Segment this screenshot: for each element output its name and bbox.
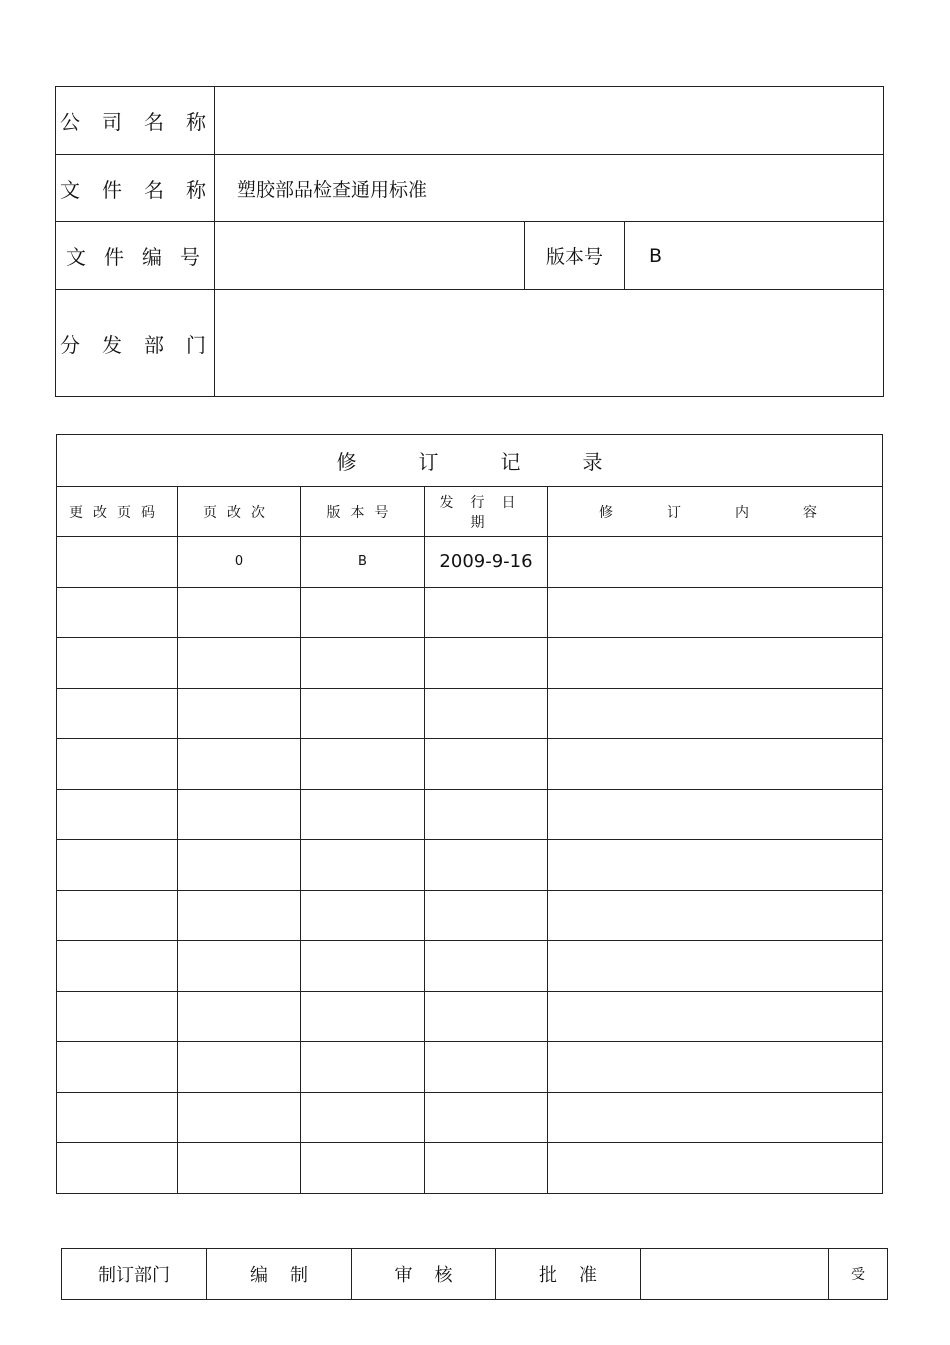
cell-version <box>301 991 425 1042</box>
cell-version <box>301 789 425 840</box>
cell-revision-content <box>548 1042 883 1093</box>
table-row <box>57 840 883 891</box>
cell-page-revision <box>178 587 301 638</box>
cell-issue-date <box>425 587 548 638</box>
cell-revision-content <box>548 789 883 840</box>
doc-no-row <box>56 222 884 290</box>
cell-revision-content <box>548 638 883 689</box>
cell-revision-content <box>548 840 883 891</box>
cell-changed-page <box>57 991 178 1042</box>
cell-changed-page <box>57 537 178 588</box>
header-page-revision: 页改次 <box>178 487 301 537</box>
cell-page-revision <box>178 941 301 992</box>
table-row <box>57 890 883 941</box>
cell-issue-date <box>425 789 548 840</box>
cell-version <box>301 638 425 689</box>
sign-receive-label: 受 <box>829 1249 888 1300</box>
doc-name-row <box>56 155 884 222</box>
revision-title: 修订记录 <box>57 435 883 487</box>
cell-version <box>301 587 425 638</box>
cell-version: B <box>301 537 425 588</box>
cell-issue-date <box>425 941 548 992</box>
doc-no-label: 文件编号 <box>56 222 215 290</box>
cell-issue-date: 2009-9-16 <box>425 537 548 588</box>
cell-changed-page <box>57 789 178 840</box>
cell-page-revision: 0 <box>178 537 301 588</box>
cell-page-revision <box>178 688 301 739</box>
cell-issue-date <box>425 991 548 1042</box>
table-row <box>57 537 883 588</box>
cell-revision-content <box>548 537 883 588</box>
table-row <box>57 1042 883 1093</box>
cell-page-revision <box>178 840 301 891</box>
cell-version <box>301 688 425 739</box>
cell-page-revision <box>178 1092 301 1143</box>
doc-name-label: 文件名称 <box>56 155 215 222</box>
cell-version <box>301 890 425 941</box>
sign-dept-label: 制订部门 <box>62 1249 207 1300</box>
cell-revision-content <box>548 688 883 739</box>
cell-version <box>301 1042 425 1093</box>
cell-changed-page <box>57 688 178 739</box>
cell-page-revision <box>178 991 301 1042</box>
document-info-table <box>55 86 884 397</box>
company-value <box>215 87 884 155</box>
cell-changed-page <box>57 941 178 992</box>
cell-page-revision <box>178 890 301 941</box>
cell-issue-date <box>425 1143 548 1194</box>
dept-value <box>215 290 884 397</box>
cell-page-revision <box>178 1042 301 1093</box>
table-row <box>57 991 883 1042</box>
table-row <box>57 688 883 739</box>
cell-version <box>301 1092 425 1143</box>
header-issue-date: 发行日期 <box>425 487 548 537</box>
company-label: 公司名称 <box>56 87 215 155</box>
header-changed-page: 更改页码 <box>57 487 178 537</box>
sign-approve-label: 批准 <box>496 1249 641 1300</box>
cell-revision-content <box>548 739 883 790</box>
cell-revision-content <box>548 1092 883 1143</box>
cell-version <box>301 1143 425 1194</box>
revision-rows <box>57 537 883 1194</box>
company-row <box>56 87 884 155</box>
dept-label: 分发部门 <box>56 290 215 397</box>
cell-revision-content <box>548 991 883 1042</box>
cell-changed-page <box>57 890 178 941</box>
table-row <box>57 587 883 638</box>
cell-issue-date <box>425 638 548 689</box>
table-row <box>57 789 883 840</box>
dept-row <box>56 290 884 397</box>
cell-version <box>301 941 425 992</box>
version-label: 版本号 <box>525 222 625 290</box>
sign-review-label: 审核 <box>352 1249 496 1300</box>
cell-changed-page <box>57 840 178 891</box>
revision-title-row <box>57 435 883 487</box>
cell-page-revision <box>178 1143 301 1194</box>
cell-issue-date <box>425 739 548 790</box>
revision-record-table <box>56 434 883 1194</box>
header-version: 版本号 <box>301 487 425 537</box>
table-row <box>57 1092 883 1143</box>
cell-page-revision <box>178 739 301 790</box>
cell-issue-date <box>425 890 548 941</box>
cell-issue-date <box>425 1092 548 1143</box>
signature-row <box>62 1249 888 1300</box>
header-revision-content: 修订内容 <box>548 487 883 537</box>
doc-no-value <box>215 222 525 290</box>
table-row <box>57 739 883 790</box>
cell-changed-page <box>57 1092 178 1143</box>
cell-changed-page <box>57 1143 178 1194</box>
sign-blank-cell <box>641 1249 829 1300</box>
version-value: B <box>625 222 884 290</box>
cell-revision-content <box>548 890 883 941</box>
cell-issue-date <box>425 1042 548 1093</box>
cell-changed-page <box>57 587 178 638</box>
cell-changed-page <box>57 1042 178 1093</box>
cell-version <box>301 840 425 891</box>
cell-issue-date <box>425 840 548 891</box>
table-row <box>57 638 883 689</box>
revision-header-row <box>57 487 883 537</box>
cell-revision-content <box>548 587 883 638</box>
cell-revision-content <box>548 1143 883 1194</box>
doc-name-value: 塑胶部品检查通用标准 <box>215 155 884 222</box>
cell-changed-page <box>57 739 178 790</box>
sign-compile-label: 编制 <box>207 1249 352 1300</box>
cell-changed-page <box>57 638 178 689</box>
signature-table <box>61 1248 888 1300</box>
cell-revision-content <box>548 941 883 992</box>
table-row <box>57 1143 883 1194</box>
table-row <box>57 941 883 992</box>
cell-page-revision <box>178 638 301 689</box>
cell-page-revision <box>178 789 301 840</box>
cell-version <box>301 739 425 790</box>
cell-issue-date <box>425 688 548 739</box>
